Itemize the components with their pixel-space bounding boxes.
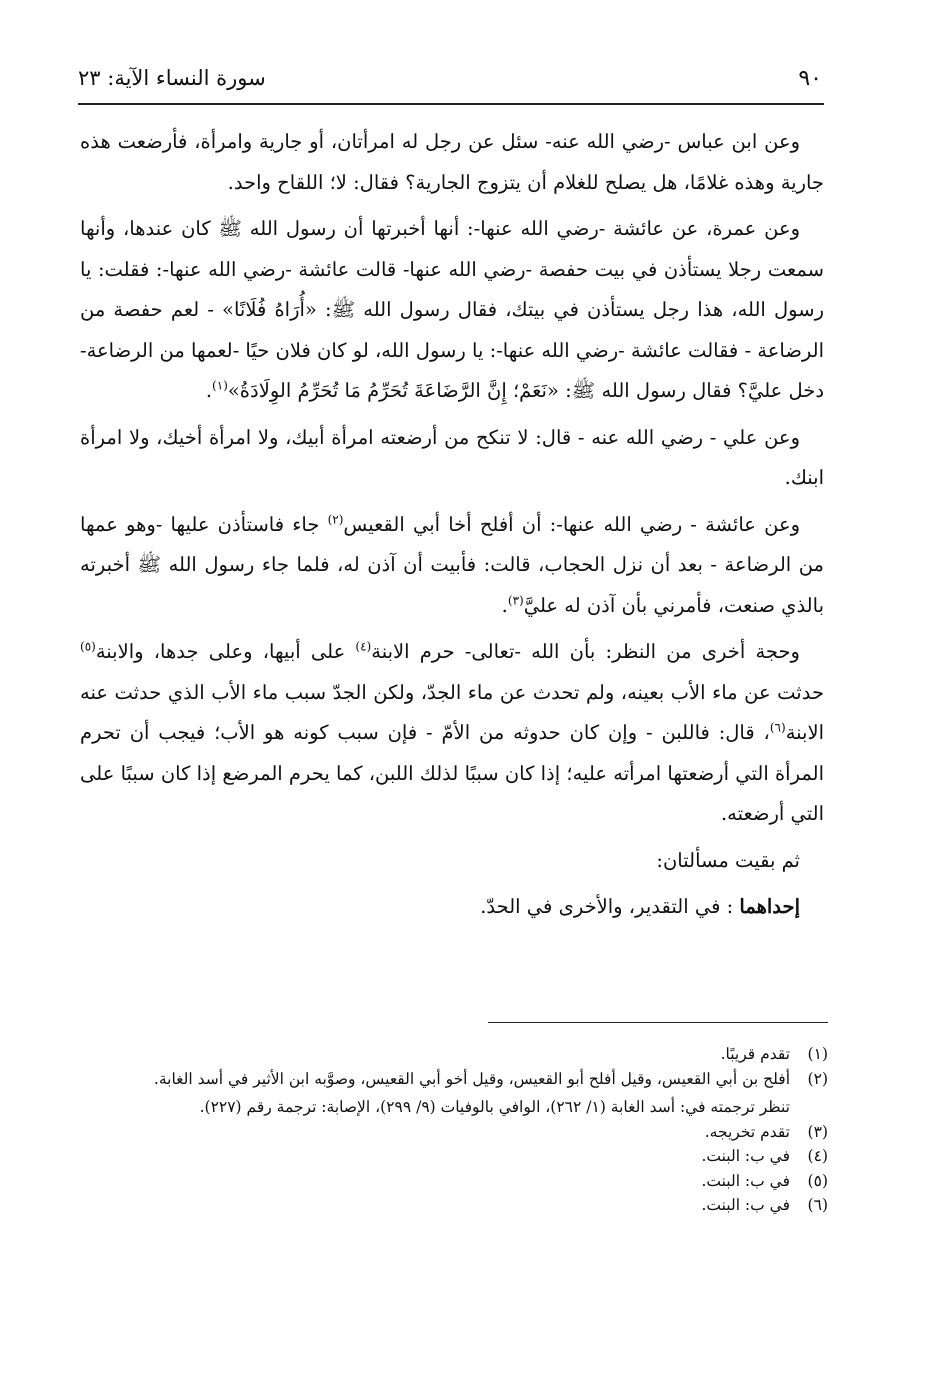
page-header [78,66,822,96]
main-text [80,122,824,934]
paragraph-2: وعن عمرة، عن عائشة -رضي الله عنها-: أنها أخبرتها أن رسول الله ﷺ كان عندها، وأنها سمعت رجلا يستأذن في بيت حفصة -رضي الله عنها- قالت عائشة -رضي الله عنها-: فقلت: يا رسول الله، هذا رجل يستأذن في بيتك، فقال رسول الله ﷺ: «أُرَاهُ فُلَانًا» - لعم حفصة من الرضاعة - فقالت عائشة -رضي الله عنها-: يا رسول الله، لو كان فلان حيًا -لعمها من الرضاعة- دخل عليَّ؟ فقال رسول الله ﷺ: «نَعَمْ؛ إِنَّ الرَّضَاعَةَ تُحَرِّمُ مَا تُحَرِّمُ الوِلَادَةُ»$^{(١)}$. [80,217,824,402]
footnote-1: (١) تقدم قريبًا. [720,1045,828,1063]
footnote-ref: (٦) [769,720,786,735]
paragraph-1: وعن ابن عباس -رضي الله عنه- سئل عن رجل له امرأتان، أو جارية وامرأة، فأرضعت هذه جارية وهذه غلامًا، هل يصلح للغلام أن يتزوج الجارية؟ فقال: لا؛ اللقاح واحد. [80,130,824,194]
footnote-ref: (٥) [80,639,96,654]
footnotes [100,1042,828,1218]
bold-term: إحداهما [739,895,800,918]
header-divider [78,103,824,105]
page-number: ٩٠ [798,66,822,91]
footnote-3: (٣) تقدم تخريجه. [704,1122,828,1141]
running-title: سورة النساء الآية: ٢٣ [78,66,266,90]
footnote-ref: (٢) [327,512,344,526]
footnote-4: (٤) في ب: البنت. [701,1147,828,1165]
footnote-2-continued: تنظر ترجمته في: أسد الغابة (١/ ٢٦٢)، الوافي بالوفيات (٩/ ٢٩٩)، الإصابة: ترجمة رقم (٢٢٧). [199,1098,790,1116]
paragraph-3: وعن علي - رضي الله عنه - قال: لا تنكح من أرضعته امرأة أبيك، ولا امرأة أخيك، ولا امرأة ابنك. [80,425,824,489]
footnote-ref: (٣) [507,593,524,607]
footnote-divider [488,1022,828,1023]
footnote-ref: (١) [212,378,228,393]
footnote-2: (٢) أفلح بن أبي القعيس، وقيل أفلح أبو القعيس، وقيل أخو أبي القعيس، وصوَّبه ابن الأثير في أسد الغابة. [153,1069,828,1088]
footnote-6: (٦) في ب: البنت. [701,1196,828,1214]
paragraph-7: إحداهما : في التقدير، والأخرى في الحدّ. [480,895,800,918]
paragraph-4: وعن عائشة - رضي الله عنها-: أن أفلح أخا أبي القعيس$^{(٢)}$ جاء فاستأذن عليها -وهو عمها من الرضاعة - بعد أن نزل الحجاب، قالت: فأبيت أن آذن له، فلما جاء رسول الله ﷺ أخبرته بالذي صنعت، فأمرني بأن آذن له عليَّ$^{(٣)}$. [80,512,824,617]
paragraph-6: ثم بقيت مسألتان: [656,848,800,872]
footnote-5: (٥) في ب: البنت. [701,1171,828,1190]
paragraph-5: وحجة أخرى من النظر: بأن الله -تعالى- حرم الابنة$^{(٤)}$ على أبيها، وعلى جدها، والابنة$^{(٥)}$ حدثت عن ماء الأب بعينه، ولم تحدث عن ماء الجدّ، ولكن الجدّ سبب ماء الأب الذي حدثت عنه الابنة$^{(٦)}$، قال: فاللبن - وإن كان حدوثه من الأمّ - فإن سبب كونه هو الأب؛ فيجب أن تحرم المرأة التي أرضعتها امرأته عليه؛ إذا كان سببًا لذلك اللبن، كما يحرم المرضع إذا كان سببًا على التي أرضعته. [80,639,824,825]
footnote-ref: (٤) [355,639,372,654]
